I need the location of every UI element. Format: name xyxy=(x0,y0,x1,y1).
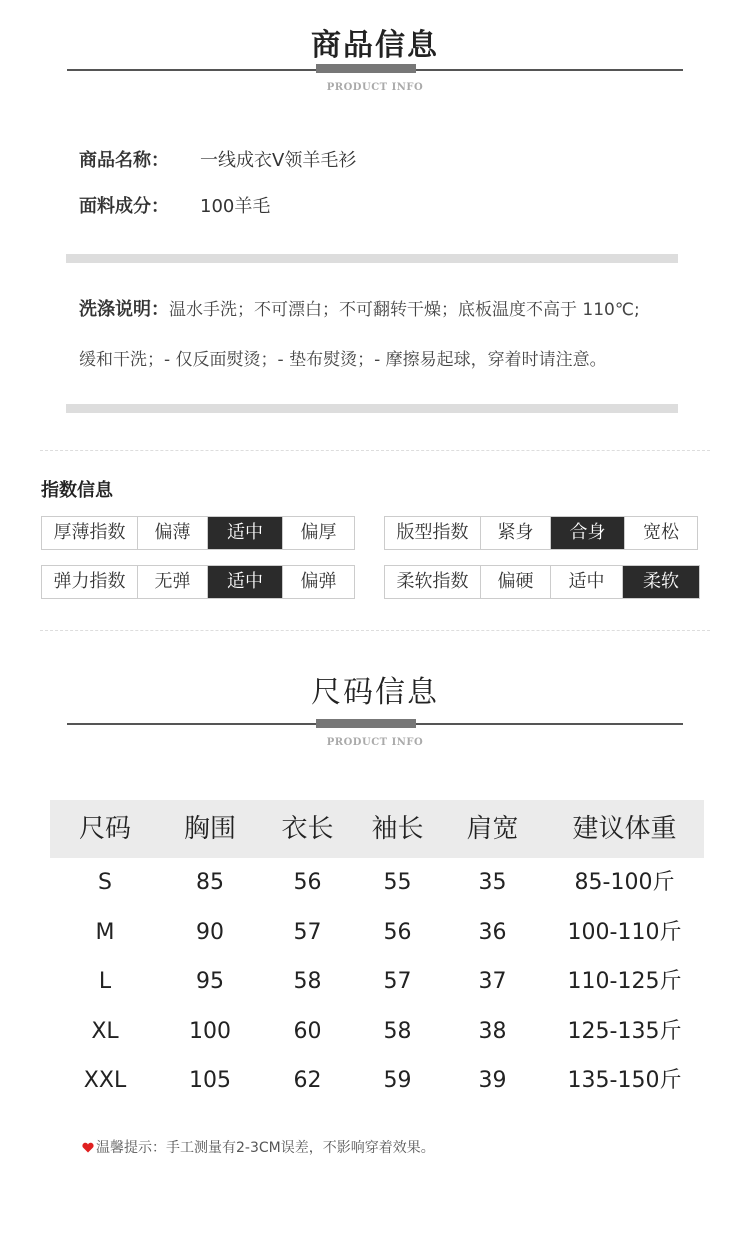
divider-bar-bottom xyxy=(66,404,678,413)
header-chest: 胸围 xyxy=(183,814,236,844)
size-table xyxy=(50,800,704,1106)
index-group-thickness xyxy=(41,516,355,550)
index-option: 无弹 xyxy=(137,566,207,598)
cell-sleeve: 58 xyxy=(383,1018,412,1044)
cell-weight: 135-150斤 xyxy=(567,1068,682,1094)
header-sleeve: 袖长 xyxy=(371,814,424,844)
title-divider-block xyxy=(316,64,416,73)
wash-text-1: 温水手洗；不可漂白；不可翻转干燥；底板温度不高于 110℃; xyxy=(169,300,640,320)
cell-weight: 125-135斤 xyxy=(567,1018,682,1044)
cell-size: M xyxy=(95,919,115,945)
product-name-row xyxy=(79,146,356,172)
cell-sleeve: 59 xyxy=(383,1068,412,1094)
cell-chest: 95 xyxy=(196,969,224,995)
size-info-subtitle: PRODUCT INFO xyxy=(326,737,424,748)
index-option: 偏薄 xyxy=(137,517,207,549)
header-shoulder: 肩宽 xyxy=(466,814,519,844)
title-divider-block xyxy=(316,719,416,728)
table-row xyxy=(50,908,704,958)
index-label: 弹力指数 xyxy=(53,571,126,592)
cell-shoulder: 39 xyxy=(478,1068,507,1094)
dotted-divider xyxy=(40,450,710,451)
product-name-value: 一线成衣V领羊毛衫 xyxy=(200,150,357,171)
index-option-selected: 柔软 xyxy=(622,566,699,598)
index-option: 偏厚 xyxy=(282,517,354,549)
table-row xyxy=(50,1007,704,1057)
cell-length: 57 xyxy=(293,919,322,945)
cell-length: 56 xyxy=(293,870,322,895)
heart-icon xyxy=(82,1142,94,1153)
wash-instructions-line2 xyxy=(79,345,607,370)
header-length: 衣长 xyxy=(281,814,334,844)
header-weight: 建议体重 xyxy=(572,814,677,844)
index-label: 柔软指数 xyxy=(396,571,469,592)
divider-bar-top xyxy=(66,254,678,263)
cell-weight: 110-125斤 xyxy=(567,969,682,995)
cell-chest: 85 xyxy=(196,870,224,895)
cell-size: L xyxy=(98,969,112,995)
wash-text-2: 缓和干洗；- 仅反面熨烫；- 垫布熨烫；- 摩擦易起球，穿着时请注意。 xyxy=(79,350,607,370)
cell-shoulder: 35 xyxy=(478,870,507,895)
wash-label: 洗涤说明： xyxy=(79,299,169,320)
index-title: 指数信息 xyxy=(41,480,113,501)
index-option: 偏弹 xyxy=(282,566,354,598)
tip-text: 温馨提示：手工测量有2-3CM误差，不影响穿着效果。 xyxy=(96,1140,435,1156)
index-option: 偏硬 xyxy=(480,566,550,598)
index-option-selected: 合身 xyxy=(550,517,624,549)
index-option: 紧身 xyxy=(480,517,550,549)
cell-weight: 100-110斤 xyxy=(567,919,682,945)
product-name-label: 商品名称： xyxy=(79,150,169,171)
index-group-elasticity xyxy=(41,565,355,599)
size-info-title: 尺码信息 xyxy=(311,675,439,710)
cell-shoulder: 36 xyxy=(478,919,507,945)
index-group-softness xyxy=(384,565,700,599)
cell-length: 62 xyxy=(293,1068,322,1094)
index-option-selected: 适中 xyxy=(207,517,282,549)
cell-chest: 90 xyxy=(196,919,224,945)
cell-weight: 85-100斤 xyxy=(574,870,675,895)
cell-chest: 100 xyxy=(189,1018,231,1044)
cell-shoulder: 37 xyxy=(478,969,507,995)
index-option-selected: 适中 xyxy=(207,566,282,598)
index-label: 厚薄指数 xyxy=(53,522,126,543)
index-option: 适中 xyxy=(550,566,622,598)
cell-length: 60 xyxy=(293,1018,322,1044)
header-size: 尺码 xyxy=(78,814,131,844)
index-label: 版型指数 xyxy=(396,522,469,543)
material-value: 100羊毛 xyxy=(200,196,271,217)
cell-chest: 105 xyxy=(189,1068,231,1094)
cell-sleeve: 55 xyxy=(383,870,412,895)
product-info-title: 商品信息 xyxy=(311,28,439,63)
cell-size: XL xyxy=(91,1018,119,1044)
cell-size: S xyxy=(98,870,112,895)
product-info-subtitle: PRODUCT INFO xyxy=(326,82,424,93)
cell-sleeve: 56 xyxy=(383,919,412,945)
cell-size: XXL xyxy=(83,1068,127,1094)
table-row xyxy=(50,1056,704,1106)
cell-length: 58 xyxy=(293,969,322,995)
index-option: 宽松 xyxy=(624,517,697,549)
material-row xyxy=(79,192,270,218)
dotted-divider xyxy=(40,630,710,631)
table-row xyxy=(50,957,704,1007)
measurement-tip xyxy=(82,1137,435,1157)
index-group-fit xyxy=(384,516,698,550)
cell-sleeve: 57 xyxy=(383,969,412,995)
material-label: 面料成分： xyxy=(79,196,169,217)
size-table-header xyxy=(50,800,704,858)
wash-instructions-line1 xyxy=(79,295,640,321)
table-row xyxy=(50,858,704,908)
cell-shoulder: 38 xyxy=(478,1018,507,1044)
